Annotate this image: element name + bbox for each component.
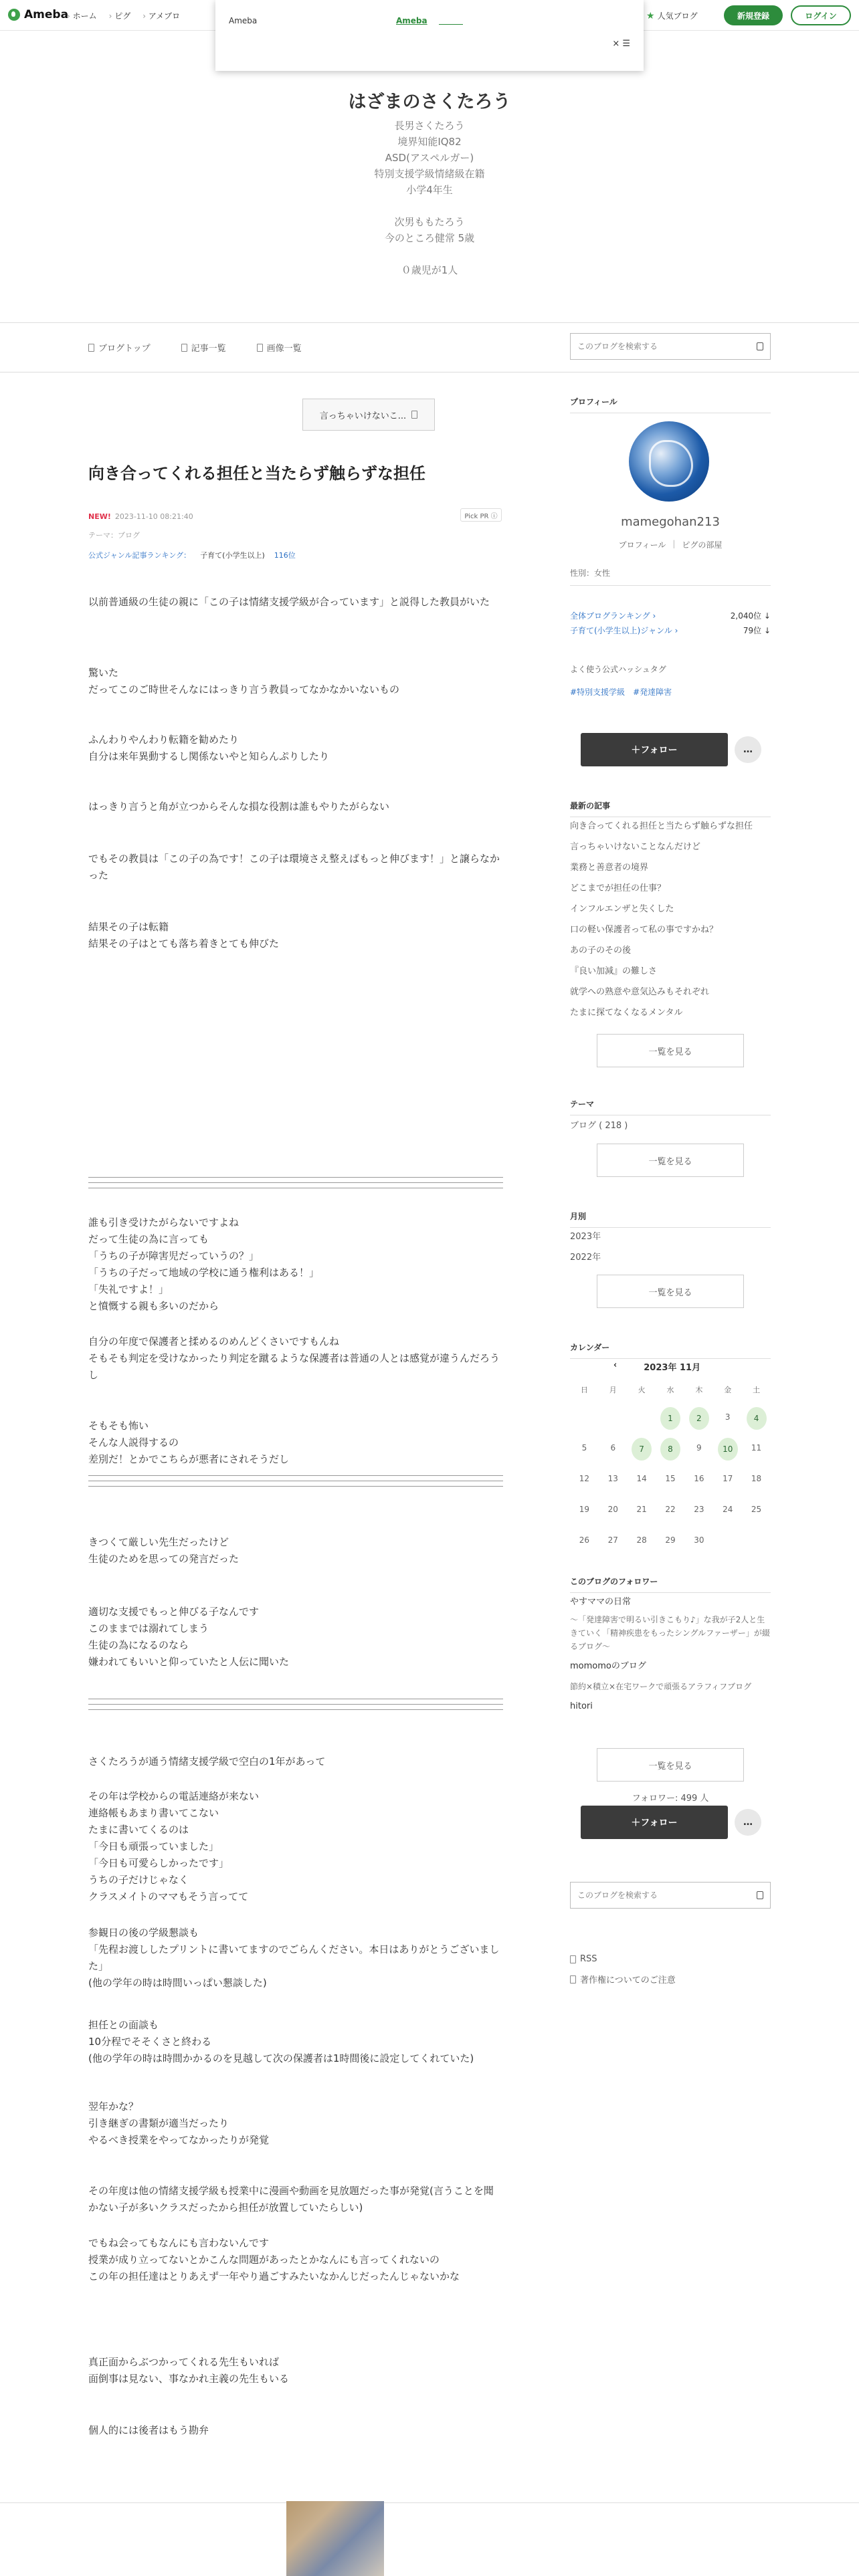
calendar-day: 12 [579, 1474, 590, 1483]
calendar-day-posted [713, 1436, 742, 1459]
text-line: 嫌われてもいいと仰っていたと人伝に聞いた [88, 1656, 290, 1668]
hashtag-link[interactable]: #発達障害 [633, 687, 672, 697]
text-line: 個人的には後者はもう勘弁 [88, 2424, 209, 2436]
paragraph [88, 594, 503, 611]
text-line: そんな人説得するの [88, 1436, 179, 1448]
profile-links [570, 539, 771, 550]
text-line: 引き継ぎの書類が適当だったり [88, 2117, 229, 2129]
separator [88, 1182, 503, 1183]
calendar-day: 19 [579, 1505, 590, 1514]
post-theme[interactable]: テーマ：ブログ [88, 531, 140, 540]
images-label: 画像一覧 [266, 344, 302, 354]
theme-list [570, 1115, 771, 1136]
month-link[interactable]: 2022年 [570, 1253, 601, 1263]
popup-close-button[interactable]: × ☰ [612, 39, 630, 49]
ranking-label: 子育て(小学生以上)ジャンル › [570, 626, 678, 635]
prev-article-button[interactable] [302, 399, 435, 431]
calendar-day [713, 1529, 742, 1551]
follower-blog-link[interactable]: 〜「発達障害で明るい引きこもり♪」な我が子2人と生きていく「精神疾患をもったシングルファーザー」が綴るブログ〜 [570, 1615, 770, 1651]
calendar-day-link[interactable]: 7 [632, 1438, 652, 1461]
calendar-weekday: 月 [609, 1386, 617, 1394]
follower-count: フォロワー: 499 人 [632, 1794, 709, 1804]
text-line: 以前普通級の生徒の親に「この子は情緒支援学級が合っています」と説得した教員がいた [88, 596, 490, 608]
blog-top-label: ブログトップ [98, 344, 151, 354]
hashtag-list [570, 686, 672, 697]
text-line: このままでは溺れてしまう [88, 1622, 209, 1634]
popup-label: Ameba [229, 16, 258, 25]
calendar-day: 21 [636, 1505, 647, 1514]
nickname[interactable]: mamegohan213 [621, 515, 720, 529]
text-line: 「先程お渡ししたプリントに書いてますのでごらんください。本日はありがとうございました」 [88, 1943, 500, 1972]
calendar-weekday: 土 [753, 1386, 761, 1394]
desc-line: 小学4年生 [406, 184, 453, 196]
text-line: でもね会ってもなんにも言わないんです [88, 2237, 270, 2249]
desc-line: ０歳児が1人 [401, 264, 458, 276]
text-line: きつくて厳しい先生だったけど [88, 1536, 229, 1548]
paragraph [88, 1925, 503, 1992]
text-line: その年度は他の情緒支援学級も授業中に漫画や動画を見放題だった事が発覚(言うことを聞かない子が多いクラスだったから担任が放置していたらしい) [88, 2185, 494, 2214]
calendar-heading: カレンダー [570, 1341, 771, 1359]
popular-blog-label: 人気ブログ [657, 11, 698, 21]
text-line: 誰も引き受けたがらないですよね [88, 1216, 240, 1228]
paragraph [88, 1418, 503, 1468]
calendar-weekday: 水 [666, 1386, 674, 1394]
post-date: 2023-11-10 08:21:40 [114, 512, 193, 521]
blog-search-input-side[interactable] [571, 1883, 770, 1908]
calendar-day-link[interactable]: 10 [718, 1438, 738, 1461]
text-line: 差別だ！とかでこちらが悪者にされそうだし [88, 1453, 290, 1465]
theme-heading: テーマ [570, 1098, 771, 1115]
calendar-day-posted [628, 1436, 656, 1459]
desc-line: 次男ももたろう [394, 216, 465, 228]
calendar-day: 3 [725, 1412, 731, 1422]
calendar-day-link[interactable]: 4 [747, 1407, 767, 1430]
ranking-value: 79位 ↓ [743, 626, 771, 635]
text-line: クラスメイトのママもそう言ってて [88, 1891, 249, 1903]
logo-text: Ameba [24, 8, 69, 21]
calendar-day: 13 [607, 1474, 618, 1483]
monthly-heading: 月別 [570, 1210, 771, 1228]
ranking-row[interactable] [570, 625, 771, 636]
nav-dropdown-popup [215, 0, 644, 71]
profile-link[interactable]: プロフィール [618, 540, 666, 550]
text-line: 「失礼ですよ！」 [88, 1283, 169, 1295]
calendar-day [570, 1406, 599, 1428]
paragraph [88, 1604, 503, 1671]
followers-see-all-button[interactable]: 一覧を見る [597, 1748, 744, 1782]
prev-article-label: 言っちゃいけないこ... [319, 411, 407, 421]
search-icon[interactable] [757, 342, 763, 350]
blog-title[interactable]: はざまのさくたろう [348, 92, 511, 112]
text-line: と憤慨する親も多いのだから [88, 1300, 219, 1312]
calendar-day: 11 [751, 1443, 762, 1453]
paragraph [88, 1214, 503, 1315]
text-line: (他の学年の時は時間かかるのを見越して次の保護者は1時間後に設定してくれていた) [88, 2052, 474, 2064]
theme-link[interactable]: ブログ ( 218 ) [570, 1121, 628, 1131]
desc-line: 特別支援学級情緒級在籍 [374, 168, 485, 180]
follower-blogs-list [570, 1596, 771, 1713]
calendar-grid [570, 1383, 771, 1551]
text-line: 生徒の為になるのなら [88, 1639, 189, 1651]
paragraph [88, 2183, 503, 2216]
paragraph [88, 1333, 503, 1384]
follower-blog-link[interactable]: やすママの日常 [570, 1597, 632, 1607]
paragraph [88, 732, 503, 765]
calendar-day: 22 [665, 1505, 676, 1514]
paragraph [88, 1534, 503, 1568]
separator-dot: | [672, 539, 676, 548]
calendar-day-link[interactable]: 2 [689, 1407, 709, 1430]
calendar-day: 5 [581, 1443, 587, 1453]
text-line: そもそも怖い [88, 1420, 149, 1432]
separator [88, 1709, 503, 1710]
text-line: でもその教員は「この子の為です！この子は環境さえ整えばもっと伸びます！」と譲らなかった [88, 853, 500, 881]
rank-value: 116位 [274, 551, 296, 560]
month-link[interactable]: 2023年 [570, 1232, 601, 1242]
text-line: やるべき授業をやってなかったりが発覚 [88, 2134, 270, 2146]
pickpr-badge[interactable]: Pick PR ⓘ [460, 508, 502, 522]
desc-line: ASD(アスペルガー) [385, 152, 474, 164]
desc-line [0, 198, 859, 214]
text-line: はっきり言うと角が立つからそんな損な役割は誰もやりたがらない [88, 800, 390, 813]
calendar-day: 9 [696, 1443, 702, 1453]
text-line: だって生徒の為に言っても [88, 1233, 209, 1245]
star-icon: ★ [646, 10, 655, 21]
calendar-day: 14 [636, 1474, 647, 1483]
copyright-label: 著作権についてのご注意 [580, 1975, 676, 1985]
paragraph [88, 2017, 503, 2067]
recent-heading: 最新の記事 [570, 800, 771, 817]
calendar-day: 30 [694, 1535, 704, 1545]
calendar-day: 28 [636, 1535, 647, 1545]
hashtag-link[interactable]: #特別支援学級 [570, 687, 626, 697]
ameba-logo-icon [8, 9, 20, 21]
text-line: 驚いた [88, 667, 119, 679]
list-icon [181, 344, 187, 352]
calendar-day: 24 [723, 1505, 733, 1514]
recent-article-link[interactable]: どこまでが担任の仕事？ [570, 883, 666, 893]
separator [88, 1475, 503, 1476]
text-line: 自分は来年異動するし関係ないやと知らんぷりしたり [88, 750, 330, 762]
follower-blog-link[interactable]: momomoのブログ [570, 1661, 646, 1671]
recent-articles-list [570, 816, 771, 1023]
calendar-day-posted [684, 1406, 713, 1428]
blog-search-input[interactable] [571, 334, 770, 359]
text-line: たまに書いてくるのは [88, 1824, 189, 1836]
calendar-day: 23 [694, 1505, 704, 1514]
recent-article-link[interactable]: 就学への熟意や意気込みもそれぞれ [570, 987, 710, 997]
text-line: そもそも判定を受けなかったり判定を蹴るような保護者は普通の人とは感覚が違うんだろうし [88, 1352, 500, 1381]
text-line: 面倒事は見ない、事なかれ主義の先生もいる [88, 2373, 290, 2385]
divider [0, 322, 859, 323]
text-line: 結果その子は転籍 [88, 921, 169, 933]
text-line: ふんわりやんわり転籍を勧めたり [88, 734, 240, 746]
paragraph [88, 851, 503, 884]
post-ranking[interactable] [88, 550, 503, 560]
gender: 性別：女性 [570, 567, 771, 586]
nav-pigg[interactable]: › ピグ [109, 10, 131, 21]
search-icon[interactable] [757, 1891, 763, 1899]
pig-room-link[interactable]: ピグの部屋 [682, 540, 723, 550]
calendar-day [742, 1529, 771, 1551]
calendar-day: 29 [665, 1535, 676, 1545]
text-line: 参観日の後の学級懇談も [88, 1927, 199, 1939]
text-line: この年の担任達はとりあえず一年やり過ごすみたいなかんじだったんじゃないかな [88, 2270, 460, 2282]
recent-article-link[interactable]: あの子のその後 [570, 946, 632, 956]
popup-ameba-link[interactable]: Ameba [396, 16, 427, 25]
paragraph [88, 798, 503, 815]
image-icon [257, 344, 263, 352]
ameba-logo[interactable] [8, 8, 68, 21]
recent-article-link[interactable]: 言っちゃいけないことなんだけど [570, 842, 701, 852]
calendar-day-link[interactable]: 1 [660, 1407, 680, 1430]
text-line: 連絡帳もあまり書いてこない [88, 1807, 219, 1819]
text-line: 真正面からぶつかってくれる先生もいれば [88, 2356, 280, 2368]
paragraph [88, 1788, 503, 1905]
text-line: (他の学年の時は時間いっぱい懇談した) [88, 1977, 267, 1989]
desc-line: 今のところ健常 5歳 [384, 232, 475, 244]
calendar-day [628, 1406, 656, 1428]
text-line: 担任との面談も [88, 2019, 159, 2031]
desc-line [0, 246, 859, 262]
desc-line: 境界知能IQ82 [397, 136, 462, 148]
text-line: 自分の年度で保護者と揉めるのめんどくさいですもんね [88, 1335, 340, 1348]
rss-icon [570, 1955, 576, 1963]
calendar-day-posted [656, 1436, 685, 1459]
profile-heading: プロフィール [570, 396, 771, 413]
paragraph [88, 919, 503, 952]
calendar-prev-button[interactable]: ‹ [613, 1360, 617, 1370]
recent-article-link[interactable]: 業務と善意者の境界 [570, 863, 649, 873]
calendar-weekday: 金 [724, 1386, 732, 1394]
calendar-day: 16 [694, 1474, 704, 1483]
recent-article-link[interactable]: 口の軽い保護者って私の事ですかね？ [570, 925, 719, 935]
paragraph [88, 2099, 503, 2149]
nav-ameblo[interactable]: › アメブロ [142, 10, 180, 21]
paragraph [88, 1753, 503, 1770]
text-line: 生徒のためを思っての発言だった [88, 1553, 240, 1565]
calendar-day: 25 [751, 1505, 762, 1514]
follow-button-bottom[interactable]: ＋フォロー [581, 1806, 728, 1839]
calendar-day: 20 [607, 1505, 618, 1514]
text-line: 10分程でそそくさと終わる [88, 2036, 212, 2048]
ranking-row[interactable] [570, 610, 771, 621]
signup-button[interactable]: 新規登録 [724, 5, 783, 25]
ranking-label: 全体ブログランキング › [570, 611, 656, 621]
more-options-button[interactable]: … [735, 736, 761, 763]
calendar-nav [570, 1360, 771, 1373]
rss-link[interactable] [570, 1954, 597, 1964]
calendar-day: 26 [579, 1535, 590, 1545]
calendar-day: 18 [751, 1474, 762, 1483]
blog-nav [88, 341, 302, 354]
images-link[interactable] [257, 341, 302, 354]
theme-see-all-button[interactable]: 一覧を見る [597, 1144, 744, 1177]
followers-heading: このブログのフォロワー [570, 1576, 771, 1593]
recent-article-link[interactable]: インフルエンザと失くした [570, 904, 674, 914]
rank-genre[interactable]: 子育て(小学生以上) [200, 551, 265, 560]
calendar-weekday: 木 [695, 1386, 703, 1394]
entries-link[interactable] [181, 341, 226, 354]
text-line: その年は学校からの電話連絡が来ない [88, 1790, 260, 1802]
bookmark-icon [411, 411, 417, 419]
document-icon [570, 1975, 576, 1983]
post-title[interactable]: 向き合ってくれる担任と当たらず触らずな担任 [88, 464, 425, 483]
popup-underline [439, 24, 463, 25]
follower-blog-link[interactable]: hitori [570, 1701, 593, 1711]
calendar-day: 17 [723, 1474, 733, 1483]
text-line: 「今日も頑張っていました」 [88, 1840, 219, 1852]
more-options-button-bottom[interactable]: … [735, 1809, 761, 1836]
separator [88, 1704, 503, 1705]
calendar-day: 6 [610, 1443, 616, 1453]
calendar-day [599, 1406, 628, 1428]
calendar-day-link[interactable]: 8 [660, 1438, 680, 1461]
global-nav [67, 10, 180, 21]
copyright-link[interactable] [570, 1973, 676, 1985]
desc-line: 長男さくたろう [394, 120, 465, 132]
text-line: うちの子だけじゃなく [88, 1874, 189, 1886]
follow-button[interactable]: ＋フォロー [581, 733, 728, 766]
monthly-list [570, 1226, 771, 1268]
blog-top-link[interactable] [88, 341, 151, 354]
recent-article-link[interactable]: 『良い加減』の難しさ [570, 966, 658, 976]
rank-label: 公式ジャンル記事ランキング： [88, 551, 191, 560]
calendar-day-posted [656, 1406, 685, 1428]
home-icon [88, 344, 94, 352]
paragraph [88, 2235, 503, 2285]
text-line: 「うちの子が障害児だっていうの？」 [88, 1250, 260, 1262]
text-line: 適切な支援でもっと伸びる子なんです [88, 1606, 260, 1618]
calendar-day: 27 [607, 1535, 618, 1545]
paragraph [88, 2354, 503, 2387]
text-line: 翌年かな？ [88, 2101, 139, 2113]
calendar-weekday: 日 [580, 1386, 588, 1394]
text-line: 授業が成り立ってないとかこんな問題があったとかなんにも言ってくれないの [88, 2254, 440, 2266]
calendar-day: 15 [665, 1474, 676, 1483]
follower-blog-link[interactable]: 節約×積立×在宅ワークで頑張るアラフィフブログ [570, 1682, 752, 1691]
rss-label: RSS [580, 1954, 597, 1964]
avatar[interactable] [629, 421, 709, 502]
calendar-month: 2023年 11月 [644, 1363, 701, 1373]
divider [0, 2502, 859, 2503]
recent-article-link[interactable]: たまに探てなくなるメンタル [570, 1008, 683, 1018]
post-meta [88, 512, 193, 521]
recent-see-all-button[interactable]: 一覧を見る [597, 1034, 744, 1067]
popular-blog-link[interactable] [646, 10, 698, 21]
blog-search-side [570, 1882, 771, 1909]
paragraph [88, 2422, 503, 2439]
separator [88, 1486, 503, 1487]
text-line: 「今日も可愛らしかったです」 [88, 1857, 229, 1869]
text-line: さくたろうが通う情緒支援学級で空白の1年があって [88, 1755, 326, 1767]
text-line: だってこのご時世そんなにはっきり言う教員ってなかなかいないもの [88, 683, 400, 695]
paragraph [88, 665, 503, 698]
hashtag-heading: よく使う公式ハッシュタグ [570, 665, 666, 674]
new-badge: NEW! [88, 512, 111, 521]
calendar-weekday: 火 [638, 1386, 646, 1394]
login-button[interactable]: ログイン [791, 5, 851, 25]
blog-search-top [570, 333, 771, 360]
text-line: 結果その子はとても落ち着きとても伸びた [88, 938, 280, 950]
entries-label: 記事一覧 [191, 344, 226, 354]
nav-home[interactable]: › ホーム [67, 10, 97, 21]
ranking-value: 2,040位 ↓ [730, 611, 771, 621]
calendar-day-posted [742, 1406, 771, 1428]
recent-article-link[interactable]: 向き合ってくれる担任と当たらず触らずな担任 [570, 821, 753, 831]
monthly-see-all-button[interactable]: 一覧を見る [597, 1275, 744, 1308]
text-line: 「うちの子だって地域の学校に通う権利はある！」 [88, 1267, 320, 1279]
separator [88, 1177, 503, 1178]
blog-description [0, 118, 859, 278]
post-thumbnail-image[interactable] [286, 2501, 384, 2576]
